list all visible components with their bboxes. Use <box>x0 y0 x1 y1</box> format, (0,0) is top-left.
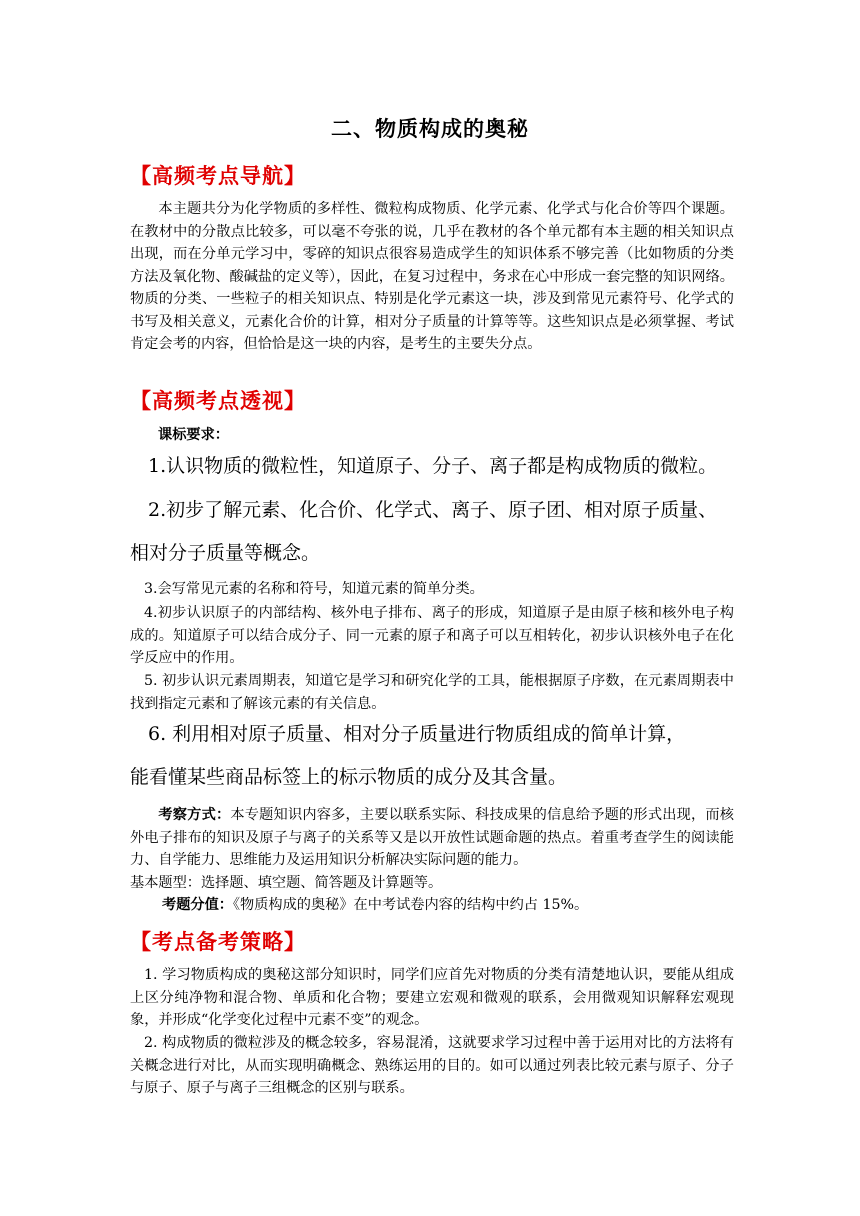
exam-score-line: 考题分值：《物质构成的奥秘》在中考试卷内容的结构中约占 15%。 <box>162 897 589 913</box>
requirement-item-6-line-1: 6. 利用相对原子质量、相对分子质量进行物质组成的简单计算， <box>148 723 686 745</box>
intro-paragraph: 本主题共分为化学物质的多样性、微粒构成物质、化学元素、化学式与化合价等四个课题。在教材中的分散点比较多，可以毫不夸张的说，几乎在教材的各个单元都有本主题的相关知识点出现，而在分单元学习中，零碎的知识点很容易造成学生的知识体系不够完善（比如物质的分类方法及氧化物、酸碱盐的定义等），因此，在复习过程中，务求在心中形成一套完整的知识网络。物质的分类、一些粒子的相关知识点、特别是化学元素这一块，涉及到常见元素符号、化学式的书写及相关意义，元素化合价的计算，相对分子质量的计算等等。这些知识点是必须掌握、考试肯定会考的内容，但恰恰是这一块的内容，是考生的主要失分点。 <box>130 201 734 352</box>
section-heading-navigation: 【高频考点导航】 <box>130 163 306 188</box>
strategy-item-2: 2. 构成物质的微粒涉及的概念较多，容易混淆，这就要求学习过程中善于运用对比的方法将有关概念进行对比，从而实现明确概念、熟练运用的目的。如可以通过列表比较元素与原子、分子与原子、原子与离子三组概念的区别与联系。 <box>130 1035 734 1096</box>
section-heading-strategy: 【考点备考策略】 <box>130 929 306 954</box>
requirement-item-2-line-1: 2.初步了解元素、化合价、化学式、离子、原子团、相对原子质量、 <box>148 499 718 521</box>
exam-method-label: 考察方式： <box>158 807 231 823</box>
requirement-item-1: 1.认识物质的微粒性，知道原子、分子、离子都是构成物质的微粒。 <box>148 455 718 477</box>
requirement-item-2-line-2: 相对分子质量等概念。 <box>130 542 321 564</box>
requirement-item-3: 3.会写常见元素的名称和符号，知道元素的简单分类。 <box>144 581 484 597</box>
requirement-item-6-line-2: 能看懂某些商品标签上的标示物质的成分及其含量。 <box>130 766 568 788</box>
exam-score-label: 考题分值： <box>162 897 233 913</box>
requirement-item-4: 4.初步认识原子的内部结构、核外电子排布、离子的形成，知道原子是由原子核和核外电子构成的。知道原子可以结合成分子、同一元素的原子和离子可以互相转化，初步认识核外电子在化学反应中的作用。 <box>130 605 734 666</box>
basic-question-types: 基本题型：选择题、填空题、简答题及计算题等。 <box>130 875 443 891</box>
strategy-item-1: 1. 学习物质构成的奥秘这部分知识时，同学们应首先对物质的分类有清楚地认识，要能从组成上区分纯净物和混合物、单质和化合物；要建立宏观和微观的联系，会用微观知识解释宏观现象，并形成“化学变化过程中元素不变”的观念。 <box>130 967 734 1028</box>
page-title: 二、物质构成的奥秘 <box>331 116 529 141</box>
exam-method-paragraph: 考察方式：本专题知识内容多，主要以联系实际、科技成果的信息给予题的形式出现，而核外电子排布的知识及原子与离子的关系等又是以开放性试题命题的热点。着重考查学生的阅读能力、自学能力、思维能力及运用知识分析解决实际问题的能力。 <box>130 807 734 868</box>
requirements-label: 课标要求： <box>158 427 229 443</box>
section-heading-perspective: 【高频考点透视】 <box>130 388 306 413</box>
requirement-item-5: 5. 初步认识元素周期表，知道它是学习和研究化学的工具，能根据原子序数，在元素周期表中找到指定元素和了解该元素的有关信息。 <box>130 673 734 712</box>
